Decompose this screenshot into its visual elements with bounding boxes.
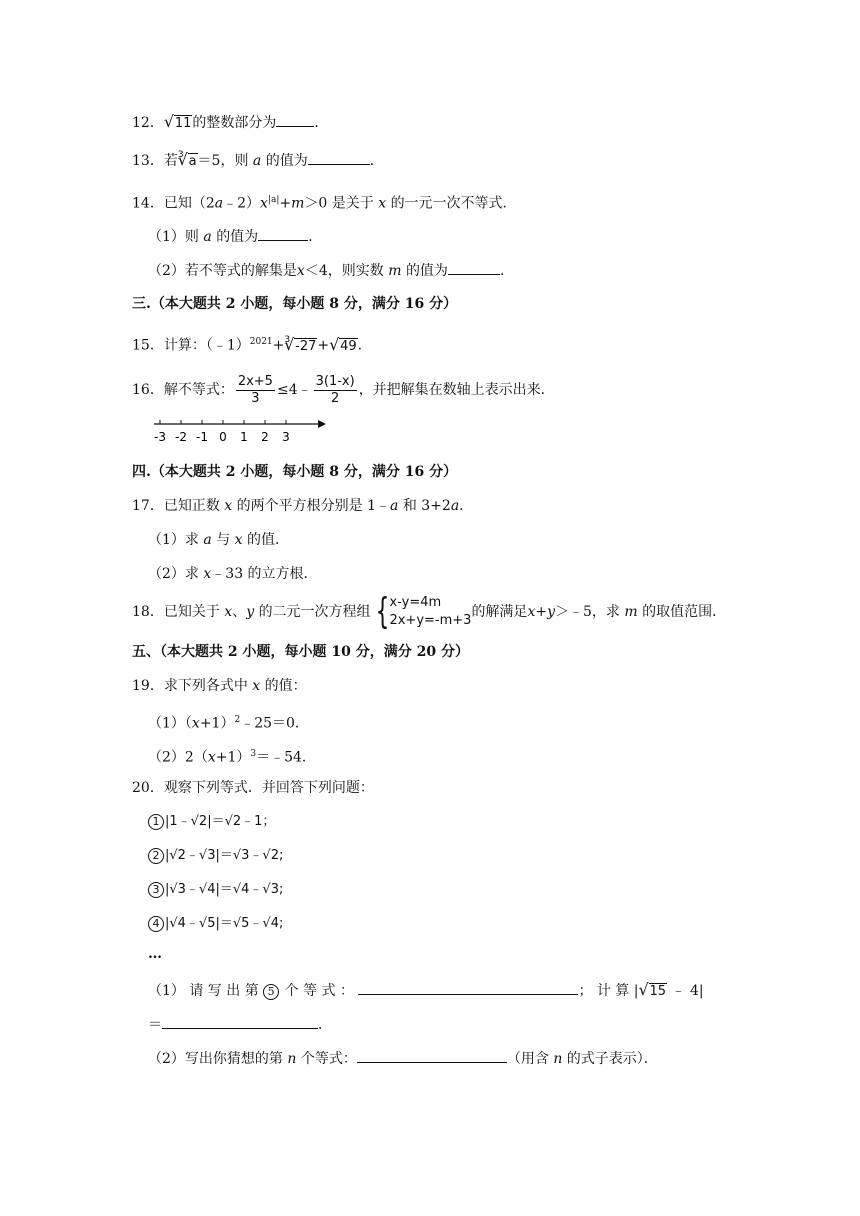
number-line-label: 1 [240,430,248,444]
answer-blank[interactable] [448,260,500,275]
answer-blank[interactable] [357,1048,507,1063]
question-14-part-2: （2）若不等式的解集是x＜4，则实数 m 的值为 ． [148,260,514,281]
ellipsis: … [148,946,162,962]
answer-blank[interactable] [162,1014,318,1029]
equation-system: { x-y=4m 2x+y=-m+3 [375,591,472,632]
question-17-part-2: （2）求 x﹣33 的立方根． [148,566,318,582]
question-20-part-1: （1） 请 写 出 第 5 个 等 式 ： ； 计 算 |√ 15 ﹣ 4| [148,980,704,1002]
equation-2: 2 |√2﹣√3|＝√3﹣√2; [148,846,283,866]
answer-blank[interactable] [258,226,308,241]
question-19-part-1: $(1)(x+1)^2﹣25=0$． [148,715,309,732]
question-19: 19．求下列各式中 x 的值： [132,678,307,694]
question-14-part-1: （1）则 a 的值为 ． [148,226,322,247]
question-19-part-2: $(2)2(x+1)^3=﹣54$． [148,749,316,766]
question-20-part-2: （2）写出你猜想的第 n 个等式： （用含 n 的式子表示）． [148,1048,658,1069]
cube-root-a: √ a [178,152,198,172]
answer-blank[interactable] [276,112,314,127]
sqrt-15: √ 15 [639,982,668,1002]
section-5-heading: 五、（本大题共 2 小题，每小题 10 分，满分 20 分） [132,644,469,660]
question-20-part-1-continued: ＝ ． [148,1014,332,1035]
question-17: 17．已知正数 x 的两个平方根分别是 1﹣a 和 3+2a． [132,498,474,514]
question-15: 15．计算：（﹣1）$^{2021}$+$^3$√ -27+√ 49. [132,332,362,358]
answer-blank[interactable] [358,980,578,995]
question-18: 18．已知关于 x、y 的二元一次方程组 { x-y=4m 2x+y=-m+3 的解满足x+y＞﹣5，求 m 的取值范围． [132,591,727,632]
number-line-label: 3 [282,430,290,444]
equation-3: 3 |√3﹣√4|＝√4﹣√3; [148,880,283,900]
sqrt-49: √ 49 [329,337,358,357]
cube-root-neg27: √ -27 [284,337,317,357]
sqrt-11: √ 11 [164,114,193,134]
number-line-label: -2 [175,430,187,444]
question-16: 16．解不等式： $\frac{2x+5}{3}$ ≤4﹣ $\frac{3(1-x)}{2}$ ，并把解集在数轴上表示出来． [132,373,555,406]
question-17-part-1: （1）求 a 与 x 的值． [148,532,289,548]
section-3-heading: 三.（本大题共 2 小题，每小题 8 分，满分 16 分） [132,296,458,312]
number-line-label: 0 [219,430,227,444]
answer-blank[interactable] [308,150,370,165]
question-14: 14．已知$(2a﹣2)x^{|a|}+m>0$ 是关于 x 的一元一次不等式． [132,195,517,212]
number-line-label: 2 [261,430,269,444]
fraction-2: $\frac{3(1-x)}{2}$ [315,373,355,406]
question-12: 12．√ 11的整数部分为 ． [132,112,328,134]
equation-4: 4 |√4﹣√5|＝√5﹣√4; [148,914,283,934]
arrow-right-icon [318,420,326,428]
question-13: 13．若$^3$√ a＝5，则 a 的值为 ． [132,150,384,173]
section-4-heading: 四.（本大题共 2 小题，每小题 8 分，满分 16 分） [132,464,458,480]
number-line [152,416,327,446]
number-line-label: -1 [196,430,208,444]
number-line-label: -3 [154,430,166,444]
equation-1: 1 |1﹣√2|＝√2﹣1； [148,812,275,832]
fraction-1: $\frac{2x+5}{3}$ [237,373,273,406]
question-20: 20．观察下列等式．并回答下列问题： [132,780,374,796]
